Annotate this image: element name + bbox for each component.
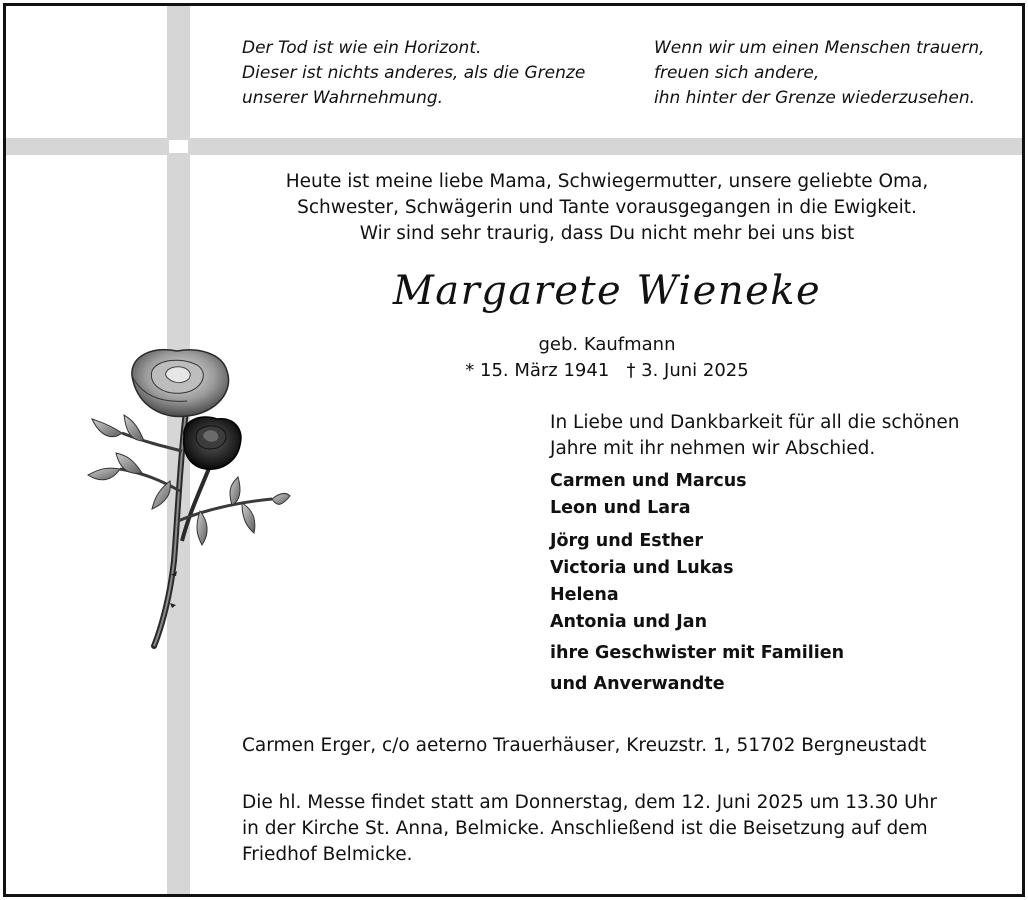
service-line: Friedhof Belmicke. (242, 844, 413, 865)
closing-line: In Liebe und Dankbarkeit für all die schönen (550, 412, 960, 433)
rose-icon (82, 341, 292, 661)
birth-name: geb. Kaufmann (538, 334, 676, 355)
contact-address: Carmen Erger, c/o aeterno Trauerhäuser, Kreuzstr. 1, 51702 Bergneustadt (242, 735, 927, 756)
poem-left (242, 36, 585, 111)
cross-horizontal-bar (6, 138, 1022, 155)
mourner: Antonia und Jan (550, 612, 708, 632)
intro-line: Wir sind sehr traurig, dass Du nicht mehr bei uns bist (359, 223, 855, 244)
poem-right (654, 36, 985, 111)
poem-line: Der Tod ist wie ein Horizont. (242, 38, 482, 58)
mourner: Helena (550, 585, 619, 605)
poem-line: Dieser ist nichts anderes, als die Grenze (242, 63, 586, 83)
poem-line: Wenn wir um einen Menschen trauern, (654, 38, 985, 58)
closing-line: Jahre mit ihr nehmen wir Abschied. (550, 438, 876, 459)
mourner: Victoria und Lukas (550, 558, 734, 578)
intro-text (216, 169, 998, 247)
intro-line: Heute ist meine liebe Mama, Schwiegermutter, unsere geliebte Oma, (285, 171, 929, 192)
obituary-notice (3, 3, 1025, 897)
service-line: Die hl. Messe findet statt am Donnerstag, dem 12. Juni 2025 um 13.30 Uhr (242, 792, 937, 813)
poem-line: ihn hinter der Grenze wiederzusehen. (654, 88, 976, 108)
mourner: und Anverwandte (550, 674, 725, 694)
poem-line: freuen sich andere, (654, 63, 820, 83)
mourner: Leon und Lara (550, 498, 691, 518)
closing-text (550, 410, 959, 462)
service-info (242, 790, 937, 868)
deceased-name: Margarete Wieneke (392, 268, 822, 314)
mourner: ihre Geschwister mit Familien (550, 643, 845, 663)
intro-line: Schwester, Schwägerin und Tante vorausgegangen in die Ewigkeit. (297, 197, 917, 218)
mourner: Jörg und Esther (550, 531, 704, 551)
life-dates: * 15. März 1941 † 3. Juni 2025 (465, 360, 749, 381)
mourner: Carmen und Marcus (550, 471, 747, 491)
service-line: in der Kirche St. Anna, Belmicke. Anschließend ist die Beisetzung auf dem (242, 818, 928, 839)
mourners-list (550, 468, 844, 698)
cross-center (169, 140, 188, 153)
poem-line: unserer Wahrnehmung. (242, 88, 444, 108)
